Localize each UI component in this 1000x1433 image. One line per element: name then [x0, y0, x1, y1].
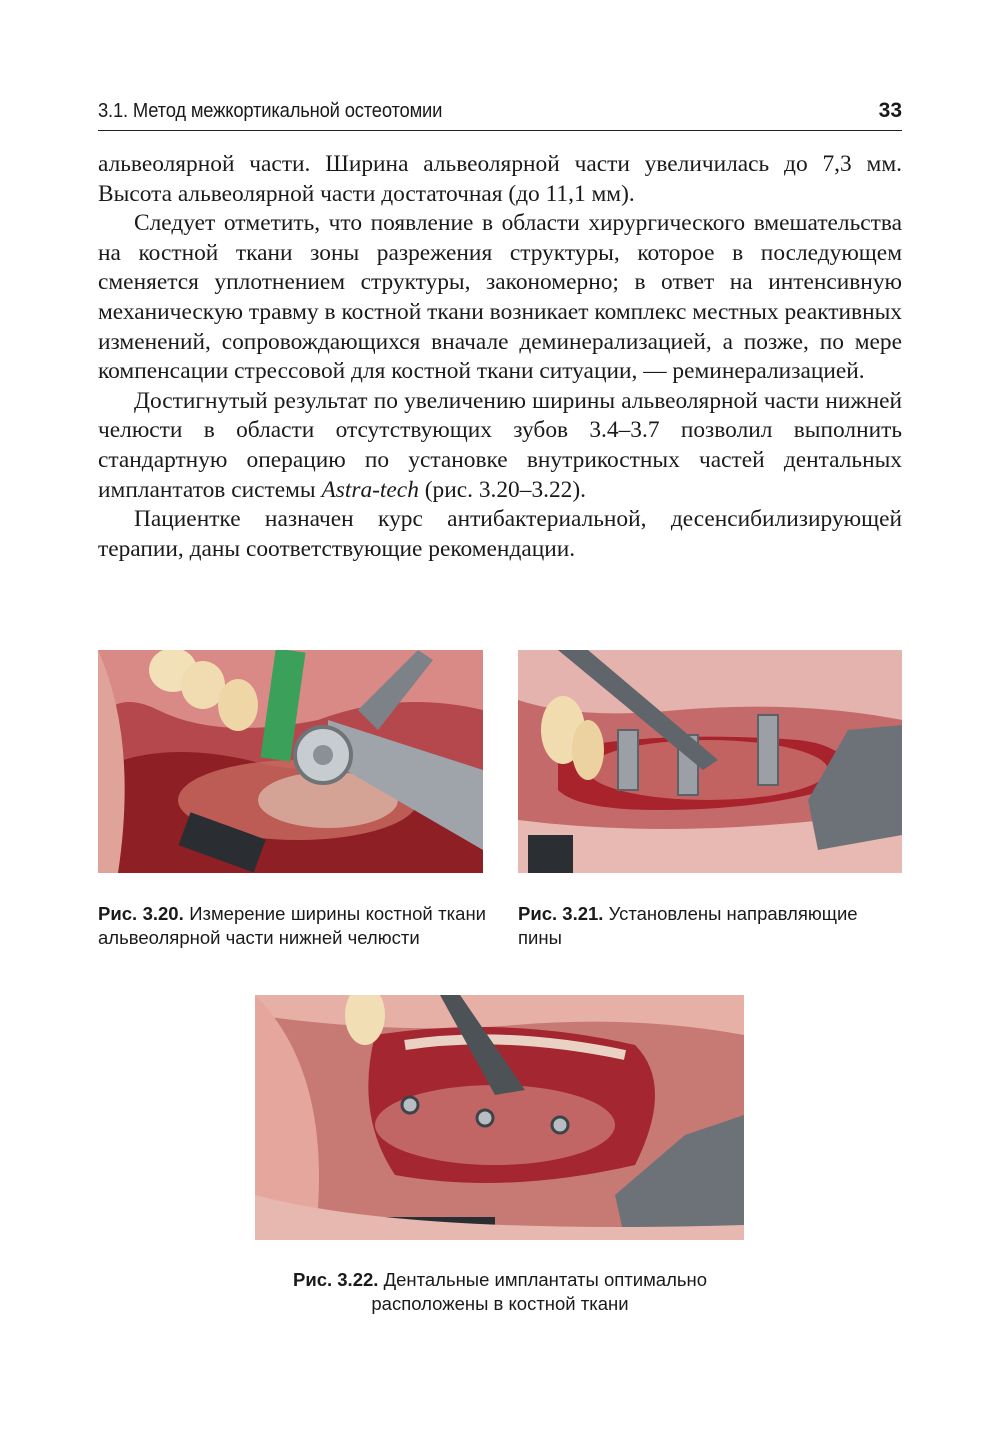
page-number: 33 [878, 99, 902, 122]
figure-3-20-photo [98, 650, 483, 873]
figure-3-21-label: Рис. 3.21. [518, 903, 604, 924]
section-title: 3.1. Метод межкортикальной остеотомии [98, 100, 443, 122]
body-text [98, 150, 902, 564]
figure-3-21-text: Установлены направляющие пины [518, 903, 858, 948]
figure-3-22-label: Рис. 3.22. [292, 1269, 379, 1290]
figure-3-21-caption [518, 902, 902, 950]
figure-3-20-caption [98, 902, 486, 950]
paragraph-4: Пациентке назначен курс антибактериальной, десенсибилизирующей терапии, даны соответствующие рекомендации. [98, 506, 902, 562]
brand-name: Astra-tech [321, 476, 419, 503]
figure-3-20-label: Рис. 3.20. [98, 903, 184, 924]
figure-3-20-text: Измерение ширины костной ткани альвеолярной части нижней челюсти [98, 903, 486, 948]
figure-3-22-text: Дентальные имплантаты оптимально расположены в костной ткани [371, 1269, 708, 1314]
paragraph-3 [98, 387, 902, 505]
figure-3-22-caption [250, 1268, 750, 1316]
paragraph-1: альвеолярной части. Ширина альвеолярной части увеличилась до 7,3 мм. Высота альвеолярной части достаточная (до 11,1 мм). [98, 151, 902, 207]
paragraph-3-text-b: (рис. 3.20–3.22). [418, 476, 587, 503]
running-head [98, 96, 902, 131]
paragraph-2: Следует отметить, что появление в области хирургического вмешательства на костной ткани зоны разрежения структуры, которое в последующем сменяется уплотнением структуры, закономерно; в ответ на интенсивную механическую травму в костной ткани возникает комплекс местных реактивных изменений, сопровождающихся вначале деминерализацией, а позже, по мере компенсации стрессовой для костной ткани ситуации, — реминерализацией. [98, 210, 902, 385]
figure-3-21-photo [518, 650, 902, 873]
paragraph-3-text-a: Достигнутый результат по увеличению ширины альвеолярной части нижней челюсти в области отсутствующих зубов 3.4–3.7 позволил выполнить стандартную операцию по установке внутрикостных частей дентальных имплантатов системы [98, 387, 902, 503]
figure-3-22-photo [255, 995, 744, 1240]
